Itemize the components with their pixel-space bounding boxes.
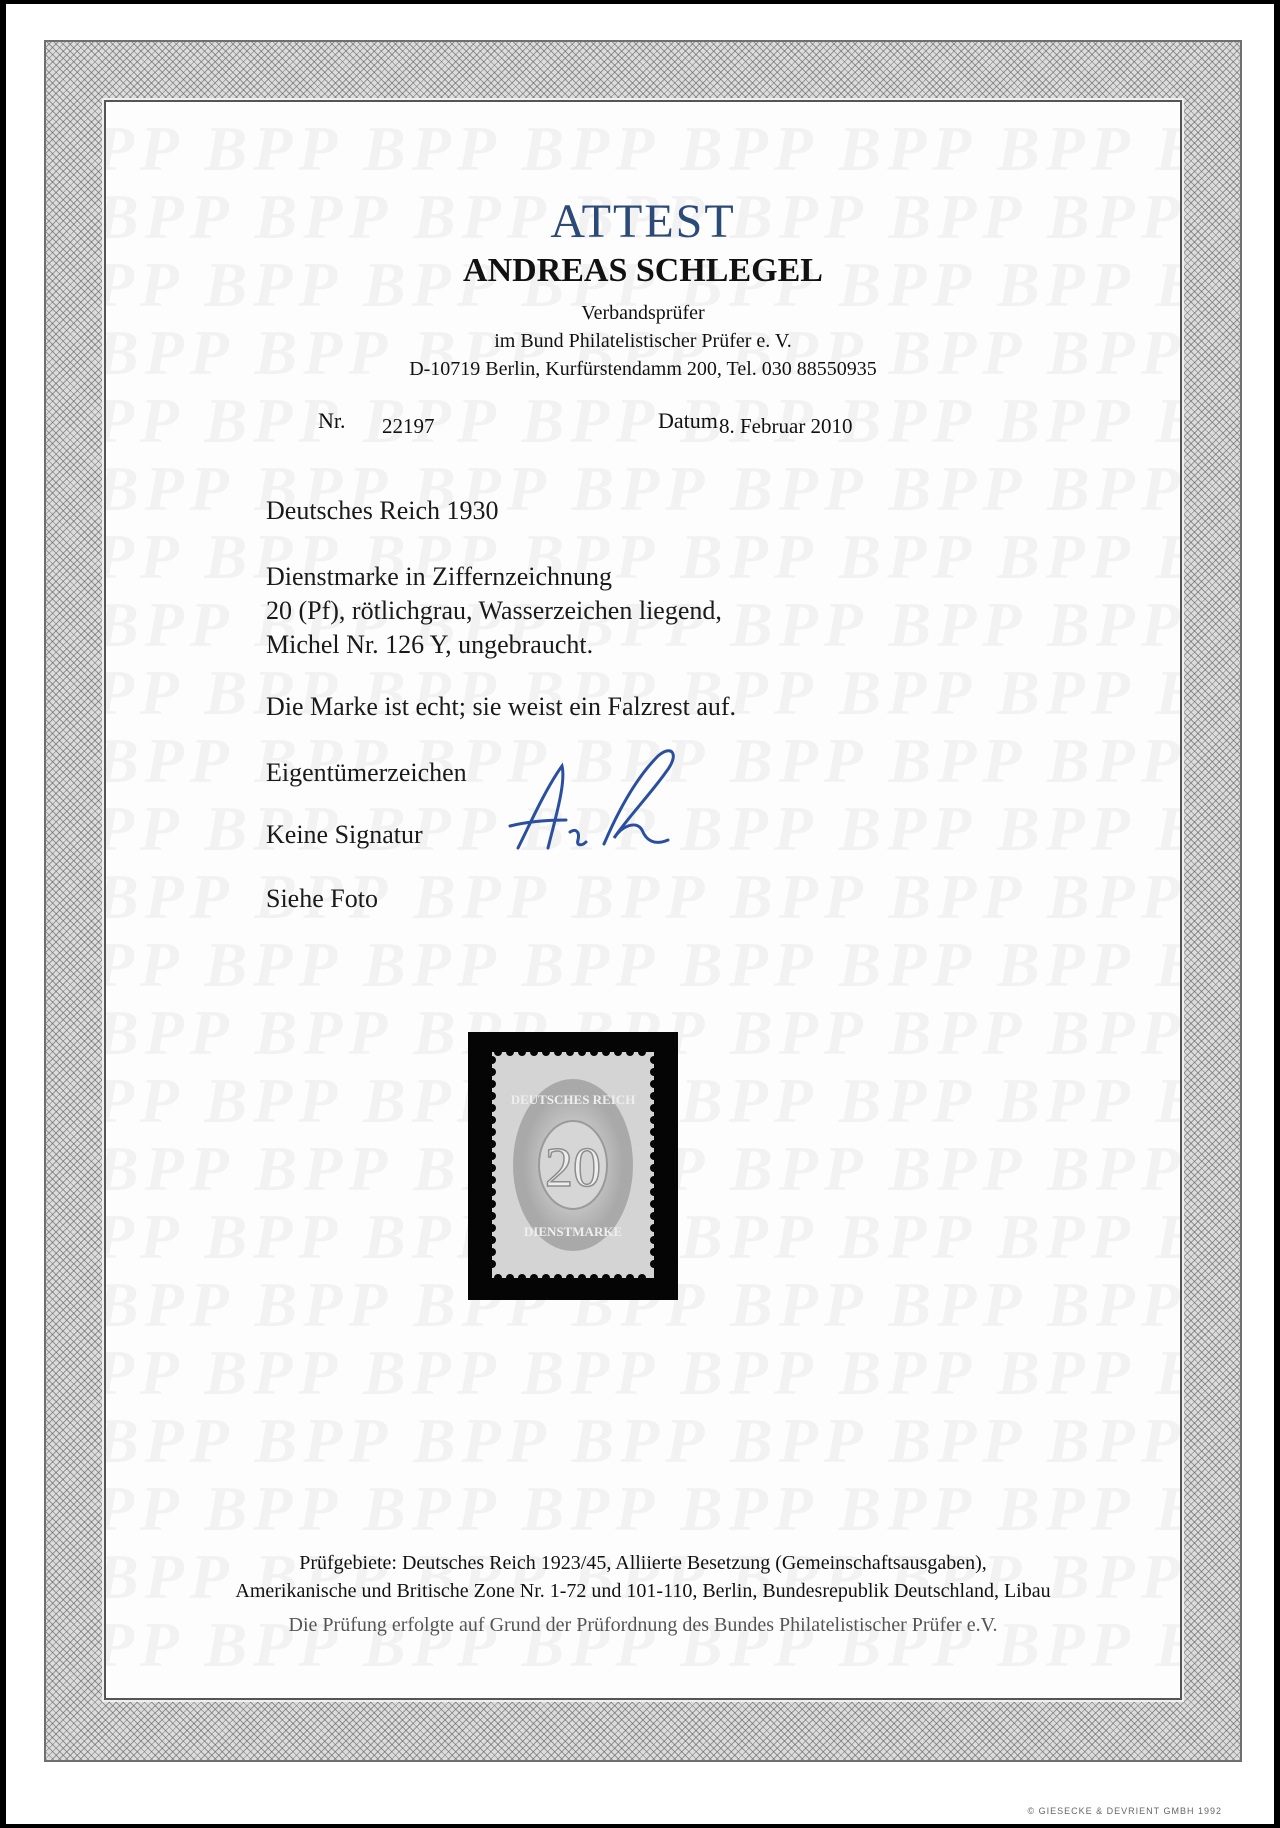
signature-stroke	[510, 820, 566, 826]
stamp-photo	[468, 1032, 678, 1300]
signature-stroke	[570, 830, 586, 844]
stamp-value-color: 20 (Pf), rötlichgrau, Wasserzeichen liegend,	[266, 596, 722, 625]
date-label: Datum	[658, 408, 718, 433]
watermark-row	[106, 928, 1180, 1002]
watermark-row	[106, 1404, 1180, 1478]
examination-areas: Prüfgebiete: Deutsches Reich 1923/45, Alliierte Besetzung (Gemeinschaftsausgaben),	[299, 1552, 987, 1574]
examiner-address: D-10719 Berlin, Kurfürstendamm 200, Tel. 030 88550935	[409, 358, 877, 380]
watermark-row	[106, 112, 1180, 186]
watermark-row	[106, 384, 1180, 458]
examination-areas-continued: Amerikanische und Britische Zone Nr. 1-72 und 101-110, Berlin, Bundesrepublik Deutschland, Libau	[235, 1580, 1051, 1602]
certificate-sheet	[6, 4, 1274, 1824]
signature-note: Keine Signatur	[266, 820, 423, 849]
signature-stroke	[604, 751, 673, 844]
issue-country-year: Deutsches Reich 1930	[266, 496, 499, 525]
examiner-role: Verbandsprüfer	[581, 302, 705, 324]
certificate-title: ATTEST	[550, 195, 736, 248]
examiner-name: ANDREAS SCHLEGEL	[463, 252, 823, 289]
watermark-row	[106, 1336, 1180, 1410]
stamp-top-text: DEUTSCHES REICH	[510, 1092, 636, 1107]
authenticity-statement: Die Marke ist echt; sie weist ein Falzrest auf.	[266, 692, 737, 721]
examiner-association: im Bund Philatelistischer Prüfer e. V.	[494, 330, 792, 352]
certificate-inner-panel	[104, 100, 1182, 1700]
examination-regulation-note: Die Prüfung erfolgte auf Grund der Prüfordnung des Bundes Philatelistischer Prüfer e.V.	[288, 1614, 998, 1636]
certificate-number-label: Nr.	[318, 408, 346, 433]
michel-number: Michel Nr. 126 Y, ungebraucht.	[266, 630, 594, 659]
watermark-row	[106, 1472, 1180, 1546]
stamp-denomination: 20	[545, 1137, 601, 1199]
photo-note: Siehe Foto	[266, 884, 378, 913]
stamp-bottom-text: DIENSTMARKE	[523, 1224, 623, 1239]
owner-mark-note: Eigentümerzeichen	[266, 758, 467, 787]
certificate-number: 22197	[382, 414, 435, 438]
signature-stroke	[518, 766, 563, 848]
certificate-date: 8. Februar 2010	[719, 414, 853, 438]
stamp-image	[492, 1052, 654, 1278]
stamp-description: Dienstmarke in Ziffernzeichnung	[266, 562, 613, 591]
printer-credit: © GIESECKE & DEVRIENT GMBH 1992	[1027, 1806, 1222, 1816]
handwritten-signature	[496, 736, 696, 866]
